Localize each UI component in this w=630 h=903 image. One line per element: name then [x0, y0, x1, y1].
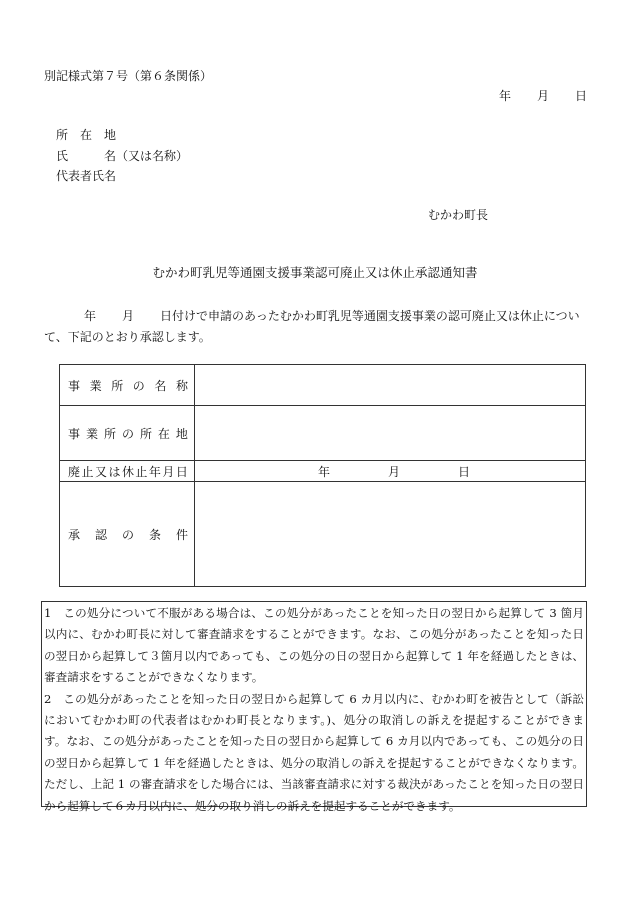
address-label: 所 在 地	[56, 128, 117, 142]
table-row	[60, 406, 586, 461]
appeal-notice-item-2: 2 この処分があったことを知った日の翌日から起算して 6 カ月以内に、むかわ町を被告として（訴訟においてむかわ町の代表者はむかわ町長となります。)、処分の取消しの訴えを提起することができます。なお、この処分があったことを知った日の翌日から起算して 6 カ月以内であっても、この処分の日の翌日から起算して 1 年を経過したときは、処分の取消しの訴えを提起することができなくなります。ただし、上記 1 の審査請求をした場合には、当該審査請求に対する裁決があったことを知った日の翌日から起算して６カ月以内に、処分の取り消しの訴えを提起することができます。	[44, 691, 584, 813]
approval-conditions-label: 承 認 の 条 件	[60, 482, 195, 587]
appeal-notice-box	[41, 601, 587, 813]
document-title: むかわ町乳児等通園支援事業認可廃止又は休止承認通知書	[152, 265, 478, 280]
facility-name-field[interactable]	[195, 365, 586, 406]
table-row	[60, 365, 586, 406]
issuer-name: むかわ町長	[428, 208, 489, 222]
approval-conditions-field[interactable]	[195, 482, 586, 587]
representative-label: 代表者氏名	[56, 169, 117, 183]
body-paragraph	[44, 306, 588, 348]
name-label: 氏 名（又は名称）	[56, 149, 189, 163]
facility-address-label: 事 業 所 の 所 在 地	[60, 406, 195, 461]
body-year: 年	[84, 309, 97, 323]
table-row	[60, 482, 586, 587]
facility-name-label: 事 業 所 の 名 称	[60, 365, 195, 406]
appeal-notice-item-1: 1 この処分について不服がある場合は、この処分があったことを知った日の翌日から起算して 3 箇月以内に、むかわ町長に対して審査請求をすることができます。なお、この処分があったことを知った日の翌日から起算して３箇月以内であっても、この処分の日の翌日から起算して 1 年を経過したときは、審査請求をすることができなくなります。	[44, 606, 584, 685]
approval-table	[59, 364, 586, 587]
facility-address-field[interactable]	[195, 406, 586, 461]
closure-date-year: 年	[317, 464, 330, 479]
issue-date-year: 年	[499, 89, 512, 103]
closure-date-day: 日	[458, 464, 471, 479]
issue-date	[499, 87, 587, 104]
issue-date-month: 月	[537, 89, 550, 103]
form-number: 別記様式第７号（第６条関係）	[44, 69, 213, 83]
closure-date-field[interactable]	[195, 461, 586, 482]
closure-date-label: 廃 止 又 は 休 止 年 月 日	[60, 461, 195, 482]
body-text: 日付けで申請のあったむかわ町乳児等通園支援事業の認可廃止又は休止について、下記のとおり承認します。	[44, 309, 580, 344]
closure-date-month: 月	[387, 464, 400, 479]
body-month: 月	[122, 309, 135, 323]
table-row	[60, 461, 586, 482]
issue-date-day: 日	[575, 89, 588, 103]
